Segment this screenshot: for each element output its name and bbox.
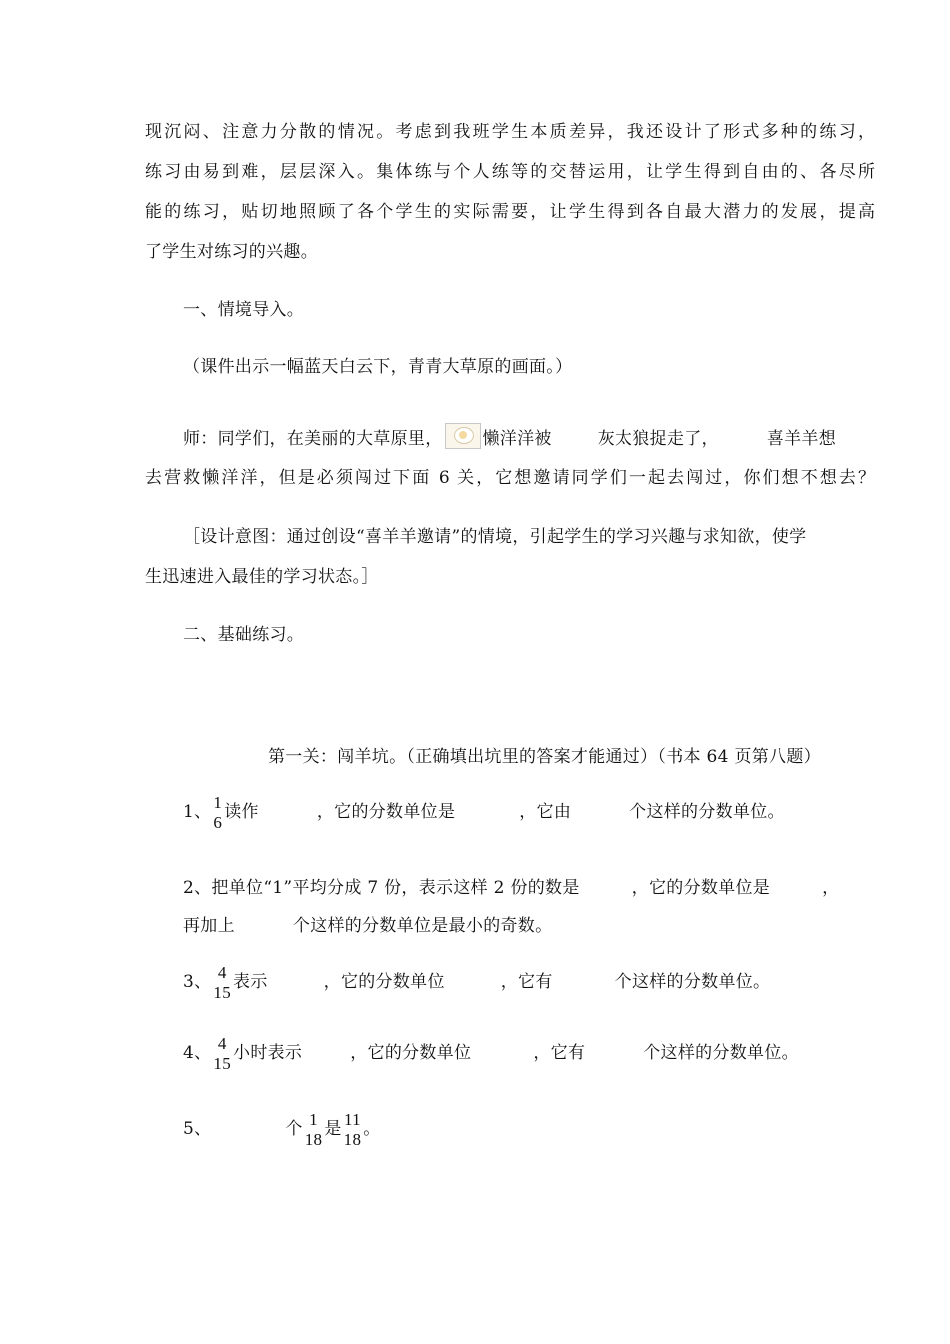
teacher-line xyxy=(183,423,836,449)
section-heading: 二、基础练习。 xyxy=(183,625,305,645)
design-intent-line: 生迅速进入最佳的学习状态。］ xyxy=(145,567,379,587)
question-number: 1、 xyxy=(183,802,212,823)
fraction xyxy=(213,1034,231,1073)
q3-text-d: 个这样的分数单位。 xyxy=(614,972,771,993)
numerator: 1 xyxy=(309,1110,318,1129)
teacher-line-2: 去营救懒洋洋，但是必须闯过下面 6 关，它想邀请同学们一起去闯过，你们想不想去？ xyxy=(145,468,875,488)
numerator: 11 xyxy=(343,1110,361,1129)
denominator: 6 xyxy=(213,812,223,832)
q2-text-b: ，它的分数单位是 xyxy=(631,878,771,898)
numerator: 4 xyxy=(217,963,227,982)
teacher-text-c: 灰太狼捉走了， xyxy=(597,429,719,449)
denominator: 18 xyxy=(304,1129,323,1149)
fraction xyxy=(305,1110,323,1149)
section-heading: 一、情境导入。 xyxy=(183,300,305,320)
teacher-text-d: 喜羊羊想 xyxy=(766,429,837,449)
q2-text-c: ， xyxy=(822,878,840,898)
denominator: 15 xyxy=(213,1053,232,1073)
question-4 xyxy=(183,1034,799,1073)
paragraph-line: 能的练习，贴切地照顾了各个学生的实际需要，让学生得到各自最大潜力的发展，提高 xyxy=(145,202,875,222)
design-intent-line: ［设计意图：通过创设“喜羊羊邀请”的情境，引起学生的学习兴趣与求知欲，使学 xyxy=(183,527,807,547)
question-2-line-2 xyxy=(183,911,552,936)
q3-text-a: 表示 xyxy=(233,972,268,993)
q2-text-d: 再加上 xyxy=(183,916,235,936)
q4-text-d: 个这样的分数单位。 xyxy=(643,1043,799,1064)
q4-text-a: 小时表示 xyxy=(233,1043,303,1064)
courseware-note: （课件出示一幅蓝天白云下，青青大草原的画面。） xyxy=(183,357,573,377)
denominator: 15 xyxy=(213,982,232,1002)
q1-text-a: 读作 xyxy=(224,802,259,823)
q5-text-a: 个 xyxy=(285,1119,303,1140)
q4-text-b: ，它的分数单位 xyxy=(350,1043,472,1064)
paragraph-line: 练习由易到难，层层深入。集体练与个人练等的交替运用，让学生得到自由的、各尽所 xyxy=(145,162,875,182)
paragraph-line: 了学生对练习的兴趣。 xyxy=(145,242,318,262)
q5-text-c: 。 xyxy=(363,1119,381,1140)
numerator: 4 xyxy=(217,1034,227,1053)
teacher-text-a: 师：同学们，在美丽的大草原里， xyxy=(183,429,443,449)
q1-text-d: 个这样的分数单位。 xyxy=(629,802,785,823)
question-number: 4、 xyxy=(183,1043,212,1064)
question-2-line-1 xyxy=(183,873,839,898)
teacher-text-b: 懒洋洋被 xyxy=(482,429,552,449)
level-title: 第一关：闯羊坑。（正确填出坑里的答案才能通过）（书本 64 页第八题） xyxy=(268,747,821,767)
question-5 xyxy=(183,1110,381,1149)
numerator: 1 xyxy=(213,793,223,812)
question-3 xyxy=(183,963,770,1002)
q1-text-b: ，它的分数单位是 xyxy=(316,802,456,823)
question-number: 3、 xyxy=(183,972,212,993)
q3-text-b: ，它的分数单位 xyxy=(323,972,445,993)
denominator: 18 xyxy=(343,1129,362,1149)
q2-text-a: 2、把单位“1”平均分成 7 份，表示这样 2 份的数是 xyxy=(183,878,580,898)
fraction xyxy=(213,963,231,1002)
q3-text-c: ，它有 xyxy=(500,972,553,993)
fraction xyxy=(213,793,222,832)
lazy-sheep-icon xyxy=(445,423,481,449)
fraction xyxy=(344,1110,362,1149)
paragraph-line: 现沉闷、注意力分散的情况。考虑到我班学生本质差异，我还设计了形式多种的练习， xyxy=(145,122,875,142)
q1-text-c: ，它由 xyxy=(519,802,572,823)
question-1 xyxy=(183,793,785,832)
q5-text-b: 是 xyxy=(324,1119,342,1140)
q4-text-c: ，它有 xyxy=(533,1043,586,1064)
question-number: 5、 xyxy=(183,1119,212,1140)
q2-text-e: 个这样的分数单位是最小的奇数。 xyxy=(292,916,553,936)
